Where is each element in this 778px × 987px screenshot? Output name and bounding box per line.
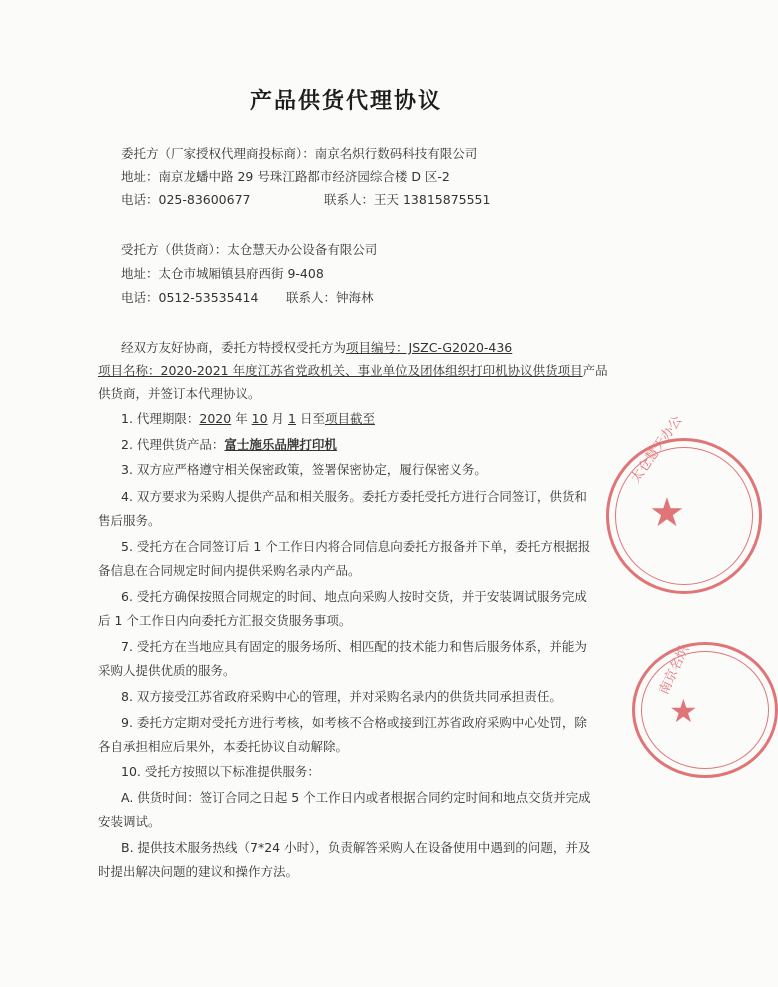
clause-1-month: 10 bbox=[251, 411, 268, 426]
principal-party: 委托方（厂家授权代理商投标商）：南京名炽行数码科技有限公司 bbox=[121, 146, 478, 161]
agent-address: 地址：太仓市城厢镇县府西街 9-408 bbox=[121, 266, 324, 281]
clause-7-line-2: 采购人提供优质的服务。 bbox=[98, 663, 236, 678]
clause-1-sep: 日至 bbox=[295, 411, 325, 426]
clause-1-sep: 年 bbox=[231, 411, 252, 426]
clause-5-line-1: 5. 受托方在合同签订后 1 个工作日内将合同信息向委托方报备并下单，委托方根据报 bbox=[121, 539, 591, 554]
project-number: 项目编号：JSZC-G2020-436 bbox=[346, 340, 513, 355]
clause-1-sep: 月 bbox=[267, 411, 289, 426]
intro-tail: 产品 bbox=[582, 363, 608, 378]
seal-star-icon: ★ bbox=[669, 692, 698, 730]
clause-4-line-2: 售后服务。 bbox=[98, 513, 161, 528]
clause-10: 10. 受托方按照以下标准提供服务： bbox=[121, 764, 320, 779]
principal-phone: 电话：025-83600677 bbox=[121, 192, 251, 207]
intro-text: 经双方友好协商，委托方特授权受托方为 bbox=[121, 340, 347, 355]
clause-1-label: 1. 代理期限： bbox=[121, 411, 200, 426]
clause-1 bbox=[121, 410, 375, 428]
seal-inner-ring bbox=[641, 651, 769, 769]
clause-9-line-1: 9. 委托方定期对受托方进行考核，如考核不合格或接到江苏省政府采购中心处罚，除 bbox=[121, 715, 587, 730]
principal-contact: 联系人：王天 13815875551 bbox=[324, 192, 491, 207]
clause-5-line-2: 备信息在合同规定时间内提供采购名录内产品。 bbox=[98, 563, 361, 578]
clause-1-end: 项目截至 bbox=[324, 411, 375, 426]
intro-line-1 bbox=[121, 339, 512, 357]
agent-party: 受托方（供货商）：太仓慧天办公设备有限公司 bbox=[121, 242, 378, 257]
intro-line-2 bbox=[98, 362, 608, 380]
clause-1-day: 1 bbox=[288, 411, 296, 426]
seal-star-icon: ★ bbox=[649, 490, 685, 536]
clause-4-line-1: 4. 双方要求为采购人提供产品和相关服务。委托方委托受托方进行合同签订，供货和 bbox=[121, 489, 587, 504]
clause-b-line-2: 时提出解决问题的建议和操作方法。 bbox=[98, 864, 299, 879]
clause-b-line-1: B. 提供技术服务热线（7*24 小时），负责解答采购人在设备使用中遇到的问题，并及 bbox=[121, 840, 591, 855]
clause-2-product: 富士施乐品牌打印机 bbox=[224, 437, 337, 452]
clause-7-line-1: 7. 受托方在当地应具有固定的服务场所、相匹配的技术能力和售后服务体系，并能为 bbox=[121, 639, 587, 654]
clause-1-year: 2020 bbox=[199, 411, 232, 426]
clause-6-line-2: 后 1 个工作日内向委托方汇报交货服务事项。 bbox=[98, 613, 352, 628]
clause-8: 8. 双方接受江苏省政府采购中心的管理，并对采购名录内的供货共同承担责任。 bbox=[121, 689, 562, 704]
intro-line-3: 供货商，并签订本代理协议。 bbox=[98, 386, 261, 401]
seal-text: 南京名炽 bbox=[656, 643, 693, 698]
clause-a-line-2: 安装调试。 bbox=[98, 814, 161, 829]
company-seal-stamp bbox=[632, 642, 778, 778]
clause-3: 3. 双方应严格遵守相关保密政策，签署保密协定，履行保密义务。 bbox=[121, 462, 487, 477]
seal-text: 太仓慧天办公 bbox=[628, 413, 686, 486]
clause-2 bbox=[121, 436, 337, 454]
agent-phone: 电话：0512-53535414 bbox=[121, 290, 259, 305]
clause-9-line-2: 各自承担相应后果外，本委托协议自动解除。 bbox=[98, 739, 349, 754]
agent-contact: 联系人：钟海林 bbox=[286, 290, 374, 305]
clause-2-label: 2. 代理供货产品： bbox=[121, 437, 225, 452]
principal-address: 地址：南京龙蟠中路 29 号珠江路都市经济园综合楼 D 区-2 bbox=[121, 169, 450, 184]
clause-6-line-1: 6. 受托方确保按照合同规定的时间、地点向采购人按时交货，并于安装调试服务完成 bbox=[121, 589, 587, 604]
document-title: 产品供货代理协议 bbox=[249, 89, 442, 114]
project-name: 项目名称：2020-2021 年度江苏省党政机关、事业单位及团体组织打印机协议供货项目 bbox=[98, 363, 583, 378]
clause-a-line-1: A. 供货时间：签订合同之日起 5 个工作日内或者根据合同约定时间和地点交货并完成 bbox=[121, 790, 591, 805]
company-seal-stamp bbox=[606, 413, 762, 594]
